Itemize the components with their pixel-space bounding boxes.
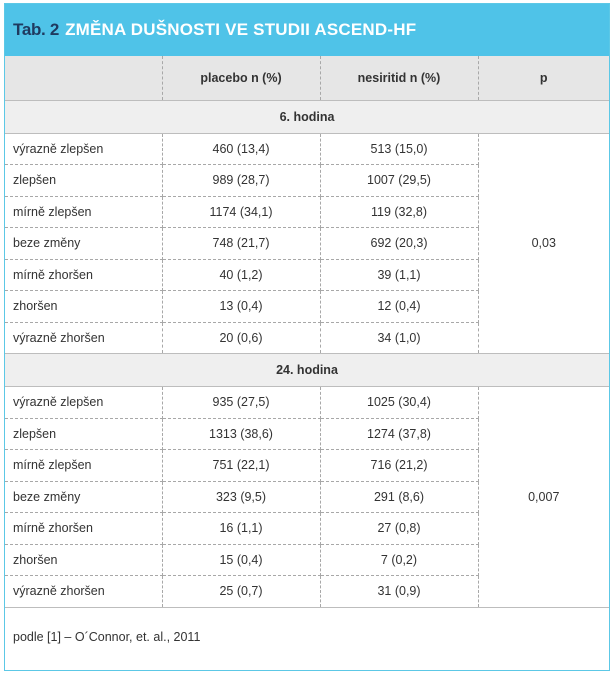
placebo-value: 1313 (38,6): [162, 418, 320, 450]
table-title: ZMĚNA DUŠNOSTI VE STUDII ASCEND-HF: [65, 20, 417, 39]
placebo-value: 15 (0,4): [162, 544, 320, 576]
row-label: výrazně zhoršen: [5, 576, 162, 608]
placebo-value: 460 (13,4): [162, 133, 320, 165]
nesiritid-value: 31 (0,9): [320, 576, 478, 608]
section-row: [5, 354, 609, 387]
row-label: výrazně zlepšen: [5, 133, 162, 165]
placebo-value: 748 (21,7): [162, 228, 320, 260]
table-row: [5, 387, 609, 419]
section-label: 24. hodina: [5, 354, 609, 387]
header-placebo: placebo n (%): [162, 56, 320, 100]
placebo-value: 20 (0,6): [162, 322, 320, 354]
nesiritid-value: 1025 (30,4): [320, 387, 478, 419]
placebo-value: 25 (0,7): [162, 576, 320, 608]
nesiritid-value: 12 (0,4): [320, 291, 478, 323]
placebo-value: 935 (27,5): [162, 387, 320, 419]
nesiritid-value: 27 (0,8): [320, 513, 478, 545]
row-label: zlepšen: [5, 165, 162, 197]
placebo-value: 751 (22,1): [162, 450, 320, 482]
row-label: zhoršen: [5, 291, 162, 323]
nesiritid-value: 7 (0,2): [320, 544, 478, 576]
nesiritid-value: 1007 (29,5): [320, 165, 478, 197]
source-note: podle [1] – O´Connor, et. al., 2011: [13, 629, 201, 644]
row-label: mírně zlepšen: [5, 196, 162, 228]
row-label: zlepšen: [5, 418, 162, 450]
row-label: beze změny: [5, 481, 162, 513]
table-number: Tab. 2: [13, 20, 60, 39]
table-title-bar: [5, 4, 609, 56]
section-label: 6. hodina: [5, 100, 609, 133]
row-label: mírně zhoršen: [5, 513, 162, 545]
nesiritid-value: 39 (1,1): [320, 259, 478, 291]
nesiritid-value: 692 (20,3): [320, 228, 478, 260]
table-frame: [4, 3, 610, 671]
placebo-value: 16 (1,1): [162, 513, 320, 545]
row-label: zhoršen: [5, 544, 162, 576]
placebo-value: 13 (0,4): [162, 291, 320, 323]
placebo-value: 323 (9,5): [162, 481, 320, 513]
nesiritid-value: 513 (15,0): [320, 133, 478, 165]
dyspnea-table: [5, 56, 609, 608]
row-label: beze změny: [5, 228, 162, 260]
p-value: 0,03: [478, 133, 609, 354]
table-row: [5, 133, 609, 165]
header-p: p: [478, 56, 609, 100]
header-nesiritid: nesiritid n (%): [320, 56, 478, 100]
table-body: [5, 100, 609, 607]
nesiritid-value: 119 (32,8): [320, 196, 478, 228]
p-value: 0,007: [478, 387, 609, 608]
section-row: [5, 100, 609, 133]
header-empty: [5, 56, 162, 100]
nesiritid-value: 34 (1,0): [320, 322, 478, 354]
placebo-value: 989 (28,7): [162, 165, 320, 197]
header-row: [5, 56, 609, 100]
placebo-value: 1174 (34,1): [162, 196, 320, 228]
row-label: mírně zhoršen: [5, 259, 162, 291]
nesiritid-value: 716 (21,2): [320, 450, 478, 482]
row-label: mírně zlepšen: [5, 450, 162, 482]
nesiritid-value: 1274 (37,8): [320, 418, 478, 450]
placebo-value: 40 (1,2): [162, 259, 320, 291]
row-label: výrazně zhoršen: [5, 322, 162, 354]
row-label: výrazně zlepšen: [5, 387, 162, 419]
nesiritid-value: 291 (8,6): [320, 481, 478, 513]
